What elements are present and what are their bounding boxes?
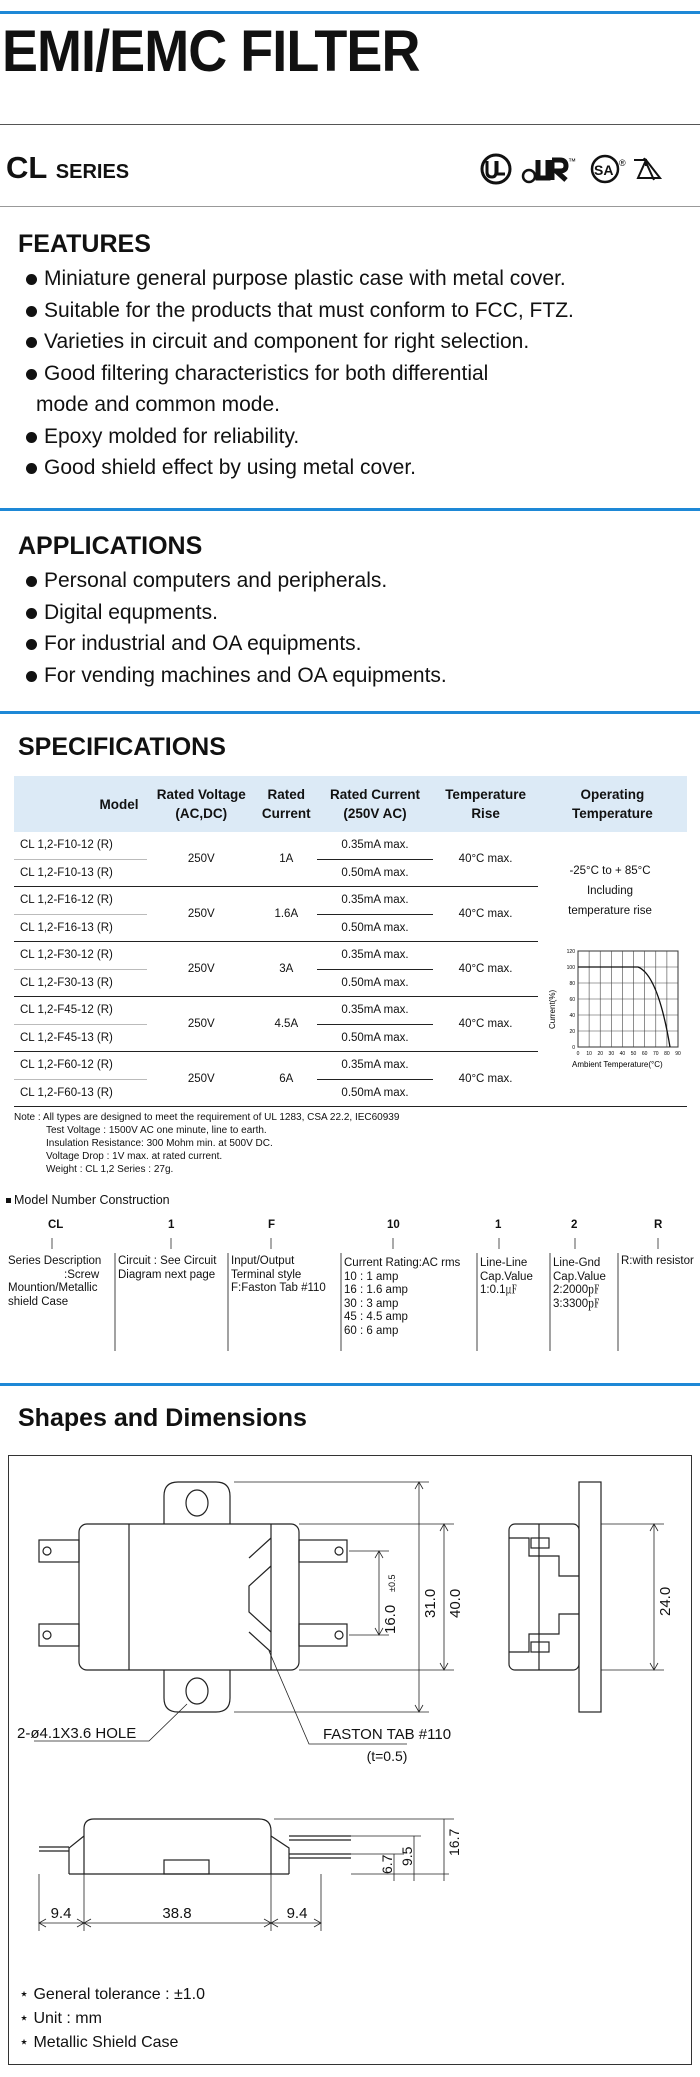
derating-curve	[578, 967, 670, 1047]
model-number-title: Model Number Construction	[6, 1193, 170, 1207]
mnc-code: R	[654, 1219, 663, 1231]
derating-ytick: 100	[566, 965, 575, 971]
note-line: Voltage Drop : 1V max. at rated current.	[46, 1151, 223, 1162]
derating-xtick: 80	[664, 1051, 670, 1057]
leakage-cell: 0.35mA max.	[317, 997, 434, 1025]
derating-xtick: 90	[675, 1051, 681, 1057]
application-item: Personal computers and peripherals.	[20, 565, 680, 597]
leakage-cell: 0.50mA max.	[341, 976, 409, 989]
mnc-desc-resistor: R:with resistor	[621, 1255, 694, 1267]
series-code: CL	[6, 150, 48, 185]
derating-chart	[540, 945, 690, 1070]
feature-item-continuation: mode and common mode.	[36, 393, 280, 416]
applications-list	[20, 565, 680, 691]
operating-temp-text	[540, 861, 680, 921]
mnc-desc-series: Series Description :Screw Mountion/Metallic shield Case	[8, 1255, 102, 1308]
certification-logos	[478, 152, 688, 186]
specifications-title: SPECIFICATIONS	[18, 733, 226, 761]
title-divider	[0, 124, 700, 125]
voltage-cell: 250V	[147, 887, 257, 942]
chevron-logo-icon	[634, 158, 660, 180]
dimension-footnotes	[19, 1983, 205, 2055]
dim-40: 40.0	[447, 1588, 464, 1618]
derating-xtick: 10	[586, 1051, 592, 1057]
current-cell: 3A	[256, 942, 317, 997]
svg-text:SA: SA	[594, 162, 614, 178]
model-cell: CL 1,2-F10-13 (R)	[20, 866, 113, 879]
dim-9-4-left: 9.4	[50, 1905, 72, 1922]
derating-xtick: 0	[576, 1051, 580, 1057]
leakage-cell: 0.35mA max.	[317, 832, 434, 859]
derating-xtick: 30	[608, 1051, 615, 1057]
applications-rule	[0, 508, 700, 511]
dim-9-5: 9.5	[399, 1846, 415, 1866]
model-cell: CL 1,2-F16-12 (R)	[14, 887, 147, 915]
asterisk-icon: ⋆	[19, 1986, 34, 2003]
note-line: Insulation Resistance: 300 Mohm min. at 500V DC.	[46, 1138, 273, 1149]
derating-xtick: 70	[652, 1051, 659, 1057]
derating-ylabel: Current(%)	[548, 989, 557, 1029]
dim-31: 31.0	[422, 1588, 439, 1618]
operating-range: -25°C to + 85°C	[569, 865, 651, 877]
side-view-outline	[509, 1482, 601, 1712]
derating-ytick: 120	[566, 949, 575, 955]
dimension-drawing-frame	[8, 1455, 692, 2065]
faston-thickness: (t=0.5)	[366, 1748, 408, 1764]
application-item: For industrial and OA equipments.	[20, 628, 680, 660]
leakage-cell: 0.50mA max.	[341, 1031, 409, 1044]
voltage-cell: 250V	[147, 942, 257, 997]
features-top-rule	[0, 206, 700, 207]
mnc-desc-circuit: Circuit : See Circuit Diagram next page	[118, 1255, 217, 1281]
col-rated-current: Rated Current	[256, 776, 317, 832]
derating-ytick: 0	[572, 1045, 575, 1051]
voltage-cell: 250V	[147, 1052, 257, 1107]
features-list	[20, 263, 680, 484]
col-model: Model	[14, 776, 147, 832]
leakage-cell: 0.35mA max.	[317, 887, 434, 915]
current-cell: 4.5A	[256, 997, 317, 1052]
derating-ytick: 20	[569, 1029, 575, 1035]
note-line: Weight : CL 1,2 Series : 27g.	[46, 1164, 174, 1175]
model-cell: CL 1,2-F45-13 (R)	[20, 1031, 113, 1044]
spec-header-row	[14, 776, 687, 832]
current-cell: 6A	[256, 1052, 317, 1107]
mnc-code: 1	[495, 1219, 502, 1231]
footnote-case: ⋆ Metallic Shield Case	[19, 2034, 179, 2051]
front-view-dims	[39, 1819, 454, 1931]
model-number-construction	[0, 1219, 700, 1359]
derating-xlabel: Ambient Temperature(°C)	[572, 1060, 663, 1069]
hole-label: 2-ø4.1X3.6 HOLE	[17, 1725, 137, 1742]
temp-rise-cell: 40°C max.	[433, 942, 537, 997]
feature-item: Good filtering characteristics for both differential	[20, 358, 680, 390]
col-voltage: Rated Voltage (AC,DC)	[147, 776, 257, 832]
application-item: Digital equpments.	[20, 597, 680, 629]
voltage-cell: 250V	[147, 997, 257, 1052]
csa-logo	[592, 156, 626, 182]
current-cell: 1.6A	[256, 887, 317, 942]
derating-xtick: 20	[597, 1051, 604, 1057]
feature-item: Miniature general purpose plastic case with metal cover.	[20, 263, 680, 295]
mnc-code: 10	[387, 1219, 400, 1231]
feature-item: Suitable for the products that must conform to FCC, FTZ.	[20, 295, 680, 327]
voltage-cell: 250V	[187, 853, 215, 865]
col-leakage: Rated Current (250V AC)	[317, 776, 434, 832]
square-bullet-icon	[6, 1198, 11, 1203]
specifications-rule	[0, 711, 700, 714]
top-view-outline	[39, 1482, 347, 1712]
mnc-desc-line-gnd: Line-Gnd Cap.Value 2:2000㎊ 3:3300㎊	[553, 1257, 606, 1310]
mnc-code: 1	[168, 1219, 175, 1231]
asterisk-icon: ⋆	[19, 2034, 34, 2051]
footnote-unit: ⋆ Unit : mm	[19, 2010, 102, 2027]
dimension-drawing	[9, 1456, 691, 2064]
svg-text:™: ™	[568, 157, 576, 166]
series-heading	[6, 150, 129, 186]
dim-6-7: 6.7	[379, 1854, 395, 1874]
operating-temp-rise: temperature rise	[568, 905, 652, 917]
derating-xtick: 60	[641, 1051, 648, 1057]
leakage-cell: 0.35mA max.	[317, 1052, 434, 1080]
applications-title: APPLICATIONS	[18, 532, 203, 560]
feature-item: Epoxy molded for reliability.	[20, 421, 680, 453]
svg-text:®: ®	[619, 158, 626, 168]
derating-ytick: 80	[569, 981, 575, 987]
model-cell: CL 1,2-F30-12 (R)	[14, 942, 147, 970]
dim-16: 16.0	[382, 1604, 399, 1634]
model-cell: CL 1,2-F60-13 (R)	[20, 1086, 113, 1099]
top-accent-bar	[0, 11, 700, 14]
dim-16-tol: ±0.5	[387, 1574, 397, 1592]
spec-row	[14, 832, 687, 859]
dim-24: 24.0	[657, 1586, 674, 1616]
temp-rise-cell: 40°C max.	[433, 1052, 537, 1107]
current-cell: 1A	[279, 853, 294, 865]
spec-bottom-rule	[14, 1107, 687, 1108]
model-cell: CL 1,2-F45-12 (R)	[14, 997, 147, 1025]
faston-label: FASTON TAB #110	[322, 1726, 452, 1743]
model-cell: CL 1,2-F60-12 (R)	[14, 1052, 147, 1080]
mnc-desc-current: Current Rating:AC rms 10 : 1 amp 16 : 1.6 amp 30 : 3 amp 45 : 4.5 amp 60 : 6 amp	[344, 1257, 461, 1337]
mnc-code: CL	[48, 1219, 64, 1231]
model-cell: CL 1,2-F16-13 (R)	[20, 921, 113, 934]
dim-9-4-right: 9.4	[286, 1905, 308, 1922]
cur-logo	[523, 157, 576, 182]
dim-16-7: 16.7	[446, 1828, 462, 1856]
features-title: FEATURES	[18, 230, 151, 258]
col-operating: Operating Temperature	[538, 776, 687, 832]
front-view-outline	[39, 1819, 351, 1874]
feature-item: Varieties in circuit and component for right selection.	[20, 326, 680, 358]
leakage-cell: 0.35mA max.	[317, 942, 434, 970]
series-label: SERIES	[55, 161, 130, 183]
dimensions-rule	[0, 1383, 700, 1386]
mnc-code: F	[268, 1219, 276, 1231]
derating-xtick: 40	[619, 1051, 626, 1057]
leakage-cell: 0.50mA max.	[341, 866, 409, 879]
ul-recognized-logo	[482, 155, 510, 183]
side-view-dims	[601, 1524, 664, 1670]
mnc-desc-terminal: Input/Output Terminal style F:Faston Tab #110	[231, 1255, 326, 1294]
temp-rise-cell: 40°C max.	[433, 997, 537, 1052]
derating-ytick: 40	[569, 1013, 575, 1019]
model-cell: CL 1,2-F10-12 (R)	[14, 832, 147, 859]
temp-rise-cell: 40°C max.	[458, 853, 513, 865]
asterisk-icon: ⋆	[19, 2010, 34, 2027]
application-item: For vending machines and OA equipments.	[20, 660, 680, 692]
temp-rise-cell: 40°C max.	[433, 887, 537, 942]
leakage-cell: 0.50mA max.	[341, 1086, 409, 1099]
dim-38-8: 38.8	[162, 1905, 192, 1922]
mnc-code: 2	[571, 1219, 578, 1231]
feature-item: Good shield effect by using metal cover.	[20, 452, 680, 484]
dimensions-title: Shapes and Dimensions	[18, 1404, 307, 1432]
footnote-tolerance: ⋆ General tolerance : ±1.0	[19, 1986, 206, 2003]
model-cell: CL 1,2-F30-13 (R)	[20, 976, 113, 989]
derating-xtick: 50	[630, 1051, 637, 1057]
mnc-desc-line-line: Line-Line Cap.Value 1:0.1㎌	[480, 1257, 533, 1296]
col-temp-rise: Temperature Rise	[433, 776, 537, 832]
derating-ytick: 60	[569, 997, 575, 1003]
page-title: EMI/EMC FILTER	[2, 19, 420, 84]
note-main: Note : All types are designed to meet the requirement of UL 1283, CSA 22.2, IEC60939	[14, 1112, 400, 1123]
note-line: Test Voltage : 1500V AC one minute, line to earth.	[46, 1125, 267, 1136]
spec-notes	[14, 1111, 694, 1176]
leakage-cell: 0.50mA max.	[341, 921, 409, 934]
operating-including: Including	[586, 885, 634, 897]
